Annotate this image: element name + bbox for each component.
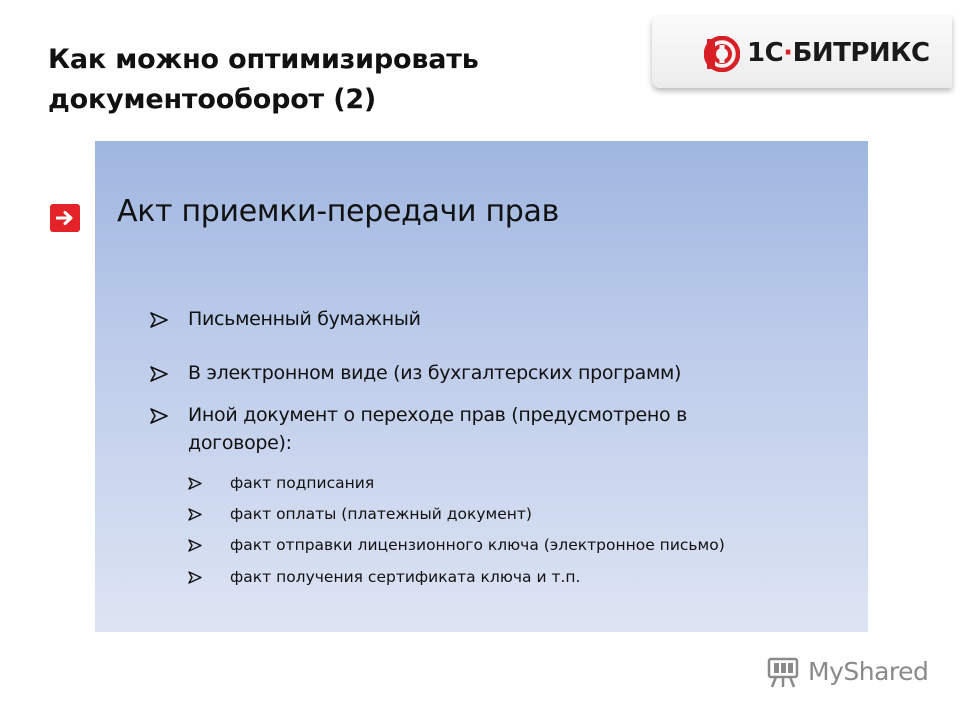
bullet-item <box>150 401 790 457</box>
bullet-text: В электронном виде (из бухгалтерских программ) <box>188 362 682 384</box>
bitrix-logo-icon <box>704 36 740 72</box>
arrowhead-bullet-icon <box>150 366 168 382</box>
sub-bullet-item <box>188 534 725 556</box>
bitrix-logo-name: БИТРИКС <box>792 38 930 68</box>
slide-title-line-1: Как можно оптимизировать <box>48 44 479 75</box>
bitrix-logo-prefix: 1С <box>747 38 784 68</box>
sub-bullet-text: факт отправки лицензионного ключа (электронное письмо) <box>230 536 725 554</box>
myshared-logo-icon <box>766 654 800 690</box>
arrowhead-bullet-icon <box>188 477 202 490</box>
slide-title <box>48 40 608 120</box>
slide-title-line-2: документооборот (2) <box>48 84 377 115</box>
bitrix-logo-dot: · <box>783 38 793 68</box>
arrowhead-bullet-icon <box>150 312 168 328</box>
panel-heading: Акт приемки-передачи прав <box>117 194 560 229</box>
myshared-text: MyShared <box>808 657 929 686</box>
sub-bullet-item <box>188 472 374 494</box>
myshared-watermark <box>766 652 936 692</box>
bullet-text: Иной документ о переходе прав (предусмотрено в договоре): <box>188 404 687 454</box>
bullet-text: Письменный бумажный <box>188 308 421 330</box>
arrowhead-bullet-icon <box>150 408 168 424</box>
bitrix-logo-text <box>747 34 930 72</box>
bullet-item <box>150 305 790 333</box>
arrow-right-icon <box>50 204 80 232</box>
bullet-item <box>150 359 790 387</box>
arrowhead-bullet-icon <box>188 571 202 584</box>
sub-bullet-item <box>188 503 532 525</box>
arrowhead-bullet-icon <box>188 539 202 552</box>
sub-bullet-text: факт оплаты (платежный документ) <box>230 505 532 523</box>
arrowhead-bullet-icon <box>188 508 202 521</box>
sub-bullet-text: факт получения сертификата ключа и т.п. <box>230 568 581 586</box>
sub-bullet-text: факт подписания <box>230 474 375 492</box>
sub-bullet-item <box>188 566 580 588</box>
bitrix-logo <box>652 16 952 88</box>
